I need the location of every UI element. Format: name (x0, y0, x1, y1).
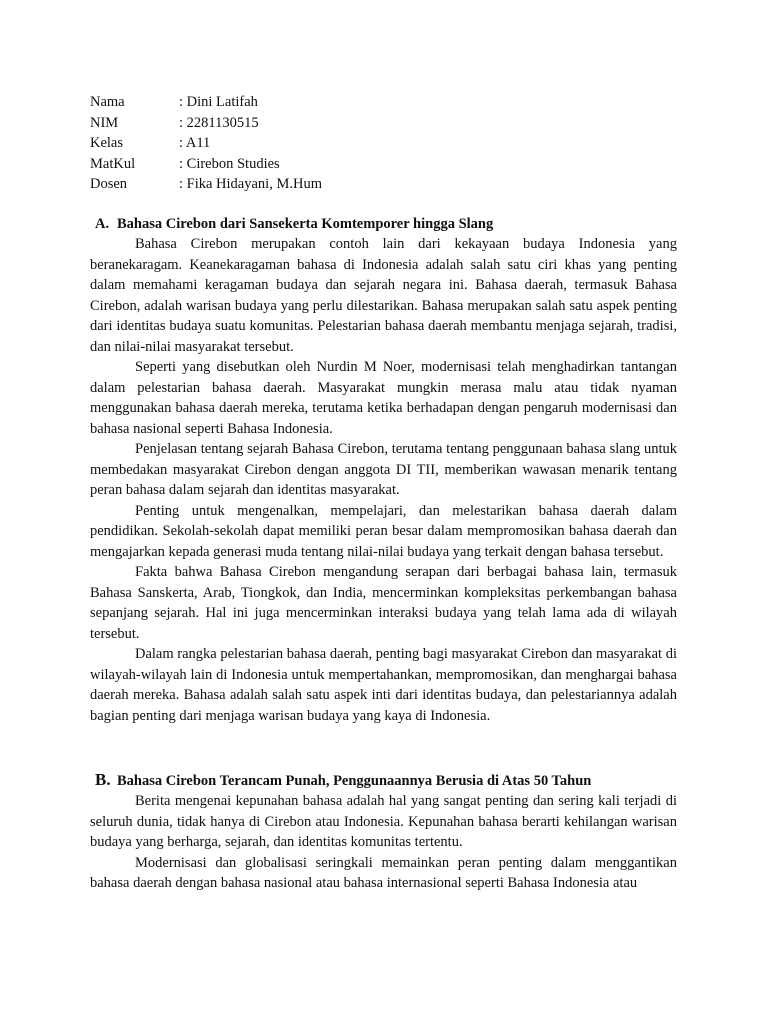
section-a-heading (95, 214, 493, 235)
info-label: NIM (90, 114, 119, 131)
paragraph: Seperti yang disebutkan oleh Nurdin M Noer, modernisasi telah menghadirkan tantangan dalam pelestarian bahasa daerah. Masyarakat mungkin merasa malu atau tidak nyaman menggunakan bahasa daerah mereka, terutama ketika berhadapan dengan pengaruh modernisasi dan bahasa nasional seperti Bahasa Indonesia. (90, 359, 677, 437)
info-label: MatKul (90, 155, 136, 172)
section-b-marker: B. (95, 770, 111, 789)
section-b-title: Bahasa Cirebon Terancam Punah, Penggunaannya Berusia di Atas 50 Tahun (117, 773, 592, 789)
paragraph: Dalam rangka pelestarian bahasa daerah, penting bagi masyarakat Cirebon dan masyarakat di wilayah-wilayah lain di Indonesia untuk mempertahankan, mempromosikan, dan menghargai bahasa daerah mereka. Bahasa adalah salah satu aspek inti dari identitas budaya, dan pelestariannya adalah bagian penting dari menjaga warisan budaya yang kaya di Indonesia. (90, 646, 677, 724)
paragraph: Berita mengenai kepunahan bahasa adalah hal yang sangat penting dan sering kali terjadi di seluruh dunia, tidak hanya di Cirebon atau Indonesia. Kepunahan bahasa berarti kehilangan warisan budaya yang berharga, sejarah, dan identitas komunitas tertentu. (90, 793, 677, 850)
info-row-nim (90, 113, 322, 134)
paragraph: Bahasa Cirebon merupakan contoh lain dari kekayaan budaya Indonesia yang beranekaragam. Keanekaragaman bahasa di Indonesia adalah salah satu ciri khas yang penting dalam memahami keragaman budaya dan sejarah negara ini. Bahasa daerah, termasuk Bahasa Cirebon, adalah warisan budaya yang perlu dilestarikan. Bahasa merupakan salah satu aspek penting dari identitas budaya suatu komunitas. Pelestarian bahasa daerah membantu menjaga sejarah, tradisi, dan nilai-nilai masyarakat tersebut. (90, 236, 677, 355)
paragraph: Fakta bahwa Bahasa Cirebon mengandung serapan dari berbagai bahasa lain, termasuk Bahasa Sanskerta, Arab, Tiongkok, dan India, mencerminkan kompleksitas perkembangan bahasa sepanjang sejarah. Hal ini juga mencerminkan interaksi budaya yang telah lama ada di wilayah tersebut. (90, 564, 677, 642)
info-label: Dosen (90, 176, 128, 192)
info-value: : Dini Latifah (179, 94, 258, 110)
info-value: : Fika Hidayani, M.Hum (179, 176, 322, 192)
info-label: Kelas (90, 135, 124, 151)
section-a-title: Bahasa Cirebon dari Sansekerta Komtemporer hingga Slang (117, 216, 494, 232)
section-a-body (90, 234, 677, 726)
paragraph: Penjelasan tentang sejarah Bahasa Cirebon, terutama tentang penggunaan bahasa slang untuk membedakan masyarakat Cirebon dengan anggota DI TII, memberikan wawasan menarik tentang peran bahasa dalam sejarah dan identitas masyarakat. (90, 441, 677, 498)
info-value: : 2281130515 (179, 114, 259, 131)
section-b-heading (95, 770, 591, 792)
info-label: Nama (90, 94, 125, 110)
student-info (90, 92, 322, 195)
info-value: : Cirebon Studies (179, 155, 280, 172)
info-row-matkul (90, 154, 322, 175)
info-row-dosen (90, 174, 322, 195)
info-value: : A11 (179, 135, 211, 151)
info-row-kelas (90, 133, 322, 154)
paragraph: Modernisasi dan globalisasi seringkali memainkan peran penting dalam menggantikan bahasa daerah dengan bahasa nasional atau bahasa internasional seperti Bahasa Indonesia atau (90, 854, 677, 891)
section-b-body (90, 791, 677, 894)
section-a-marker: A. (95, 216, 110, 232)
info-row-nama (90, 92, 322, 113)
paragraph: Penting untuk mengenalkan, mempelajari, dan melestarikan bahasa daerah dalam pendidikan. Sekolah-sekolah dapat memiliki peran besar dalam mempromosikan bahasa daerah dan mengajarkan kepada generasi muda tentang nilai-nilai budaya yang terkait dengan bahasa tersebut. (90, 502, 677, 560)
